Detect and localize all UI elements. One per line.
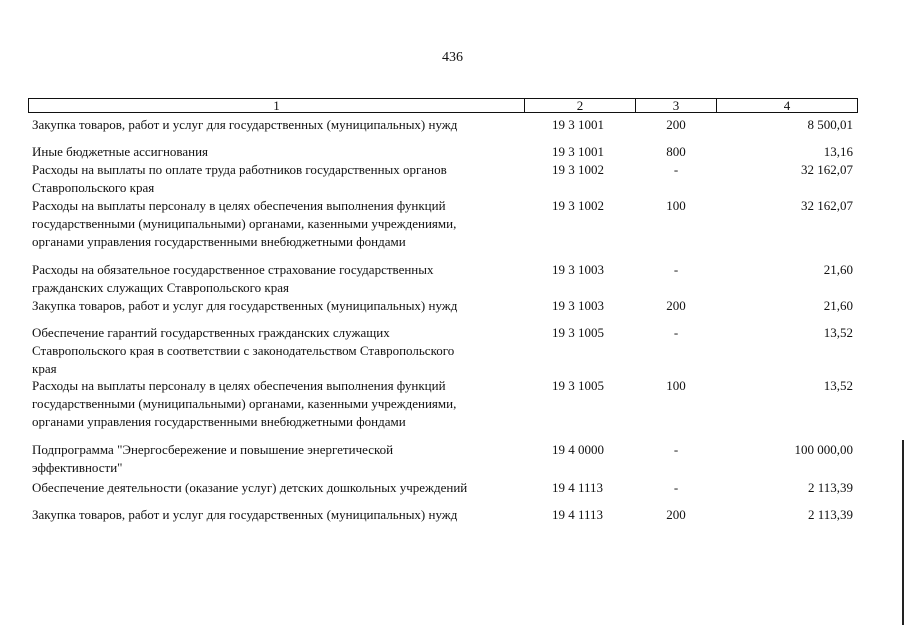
row-code: 19 3 1001 [552, 117, 604, 132]
row-description: Расходы на обязательное государственное страхование государственных гражданских служащих Ставропольского края [32, 262, 434, 295]
row-code: 19 3 1003 [552, 298, 604, 313]
row-code: 19 3 1005 [552, 325, 604, 340]
row-amount: 32 162,07 [801, 198, 853, 213]
row-code: 19 3 1003 [552, 262, 604, 277]
row-type: - [673, 262, 679, 277]
row-description: Иные бюджетные ассигнования [32, 144, 209, 159]
row-code: 19 3 1002 [552, 198, 604, 213]
row-amount: 2 113,39 [807, 507, 853, 522]
row-type: 200 [666, 507, 686, 522]
header-col-4: 4 [783, 98, 791, 113]
row-code: 19 4 1113 [552, 507, 604, 522]
header-col-3: 3 [636, 99, 717, 112]
row-code: 19 4 1113 [552, 480, 604, 495]
row-type: 100 [666, 378, 686, 393]
row-type: - [673, 480, 679, 495]
row-description: Подпрограмма "Энергосбережение и повышение энергетической эффективности" [32, 442, 394, 475]
row-type: - [673, 325, 679, 340]
row-type: 200 [666, 298, 686, 313]
page-number: 436 [442, 50, 463, 65]
row-description: Закупка товаров, работ и услуг для государственных (муниципальных) нужд [32, 507, 458, 522]
row-type: 200 [666, 117, 686, 132]
row-description: Расходы на выплаты по оплате труда работников государственных органов Ставропольского края [32, 162, 447, 195]
row-amount: 13,52 [823, 378, 853, 393]
row-description: Обеспечение гарантий государственных гражданских служащих Ставропольского края в соответствии с законодательством Ставропольского края [32, 325, 455, 376]
row-description: Расходы на выплаты персоналу в целях обеспечения выполнения функций государственными (муниципальными) органами, казенными учреждениями, органами управления государственными внебюджетными фондами [32, 198, 457, 249]
row-code: 19 4 0000 [552, 442, 604, 457]
row-amount: 21,60 [823, 262, 853, 277]
row-amount: 2 113,39 [807, 480, 853, 495]
header-col-1: 1 [29, 99, 525, 112]
row-amount: 13,16 [823, 144, 853, 159]
row-description: Расходы на выплаты персоналу в целях обеспечения выполнения функций государственными (муниципальными) органами, казенными учреждениями, органами управления государственными внебюджетными фондами [32, 378, 457, 429]
table-header [28, 98, 858, 113]
row-amount: 13,52 [823, 325, 853, 340]
page-edge-line [902, 440, 904, 625]
row-code: 19 3 1002 [552, 162, 604, 177]
row-code: 19 3 1001 [552, 144, 604, 159]
row-amount: 32 162,07 [801, 162, 853, 177]
row-amount: 8 500,01 [807, 117, 853, 132]
header-col-2: 2 [525, 99, 636, 112]
row-type: 800 [666, 144, 686, 159]
row-type: - [673, 162, 679, 177]
row-amount: 100 000,00 [794, 442, 853, 457]
row-type: - [673, 442, 679, 457]
row-type: 100 [666, 198, 686, 213]
row-amount: 21,60 [823, 298, 853, 313]
row-description: Обеспечение деятельности (оказание услуг) детских дошкольных учреждений [32, 480, 468, 495]
row-description: Закупка товаров, работ и услуг для государственных (муниципальных) нужд [32, 298, 458, 313]
row-code: 19 3 1005 [552, 378, 604, 393]
row-description: Закупка товаров, работ и услуг для государственных (муниципальных) нужд [32, 117, 458, 132]
